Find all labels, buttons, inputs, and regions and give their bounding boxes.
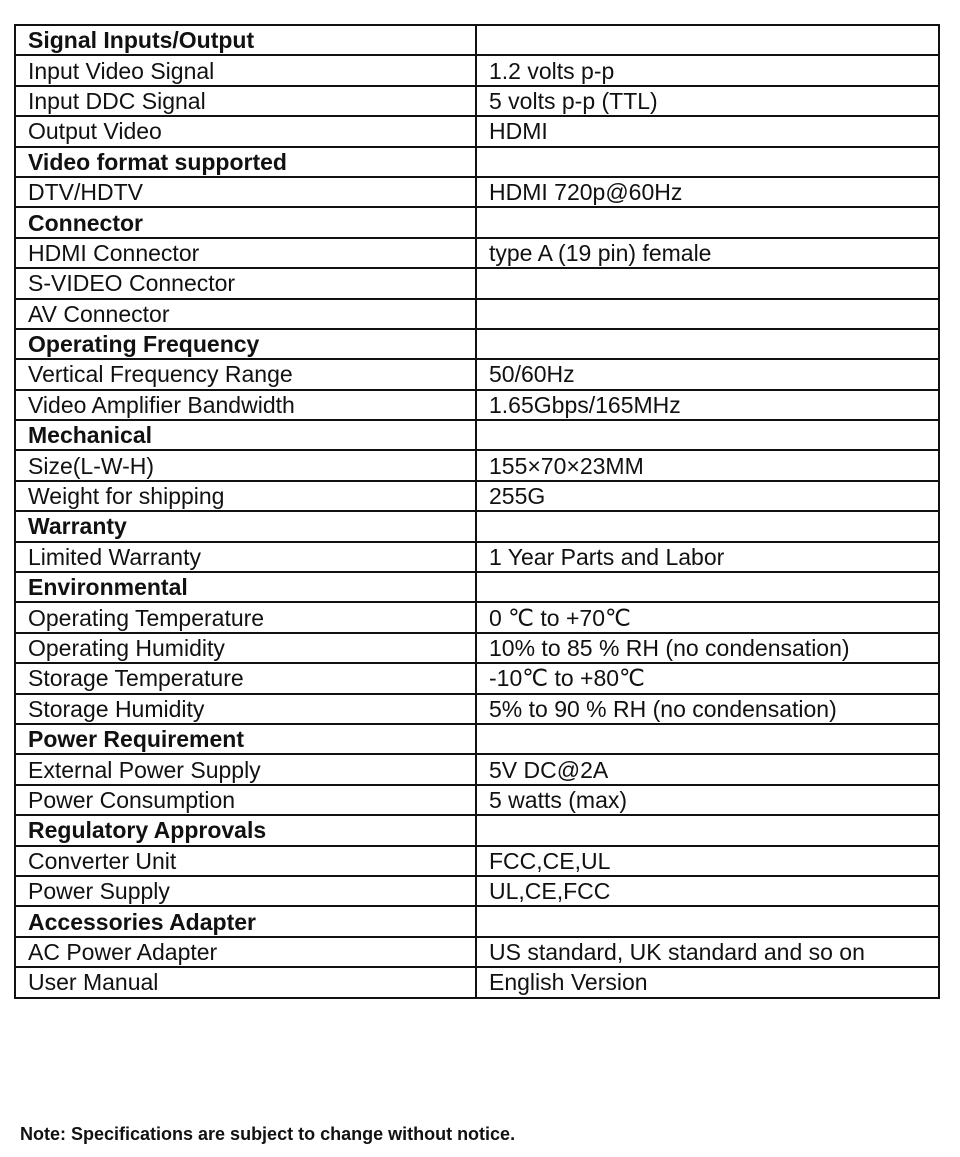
spec-label: Weight for shipping bbox=[15, 481, 476, 511]
spec-value: 5 volts p-p (TTL) bbox=[476, 86, 939, 116]
spec-value: 5 watts (max) bbox=[476, 785, 939, 815]
specifications-note: Note: Specifications are subject to change without notice. bbox=[20, 1124, 516, 1144]
spec-value: type A (19 pin) female bbox=[476, 238, 939, 268]
spec-value: HDMI bbox=[476, 116, 939, 146]
spec-row bbox=[15, 238, 939, 268]
spec-label: External Power Supply bbox=[15, 754, 476, 784]
section-header-row bbox=[15, 572, 939, 602]
section-title: Environmental bbox=[15, 572, 476, 602]
spec-row bbox=[15, 876, 939, 906]
spec-row bbox=[15, 663, 939, 693]
spec-label: Input DDC Signal bbox=[15, 86, 476, 116]
section-header-row bbox=[15, 147, 939, 177]
section-header-row bbox=[15, 906, 939, 936]
spec-row bbox=[15, 359, 939, 389]
section-title: Video format supported bbox=[15, 147, 476, 177]
section-title: Warranty bbox=[15, 511, 476, 541]
spec-row bbox=[15, 390, 939, 420]
spec-label: Storage Temperature bbox=[15, 663, 476, 693]
spec-value bbox=[476, 724, 939, 754]
specifications-table-body bbox=[15, 25, 939, 998]
spec-row bbox=[15, 86, 939, 116]
spec-row bbox=[15, 542, 939, 572]
section-title: Signal Inputs/Output bbox=[15, 25, 476, 55]
spec-row bbox=[15, 633, 939, 663]
spec-label: AV Connector bbox=[15, 299, 476, 329]
spec-label: HDMI Connector bbox=[15, 238, 476, 268]
spec-value: UL,CE,FCC bbox=[476, 876, 939, 906]
spec-label: Output Video bbox=[15, 116, 476, 146]
spec-value bbox=[476, 906, 939, 936]
spec-label: DTV/HDTV bbox=[15, 177, 476, 207]
spec-row bbox=[15, 967, 939, 997]
spec-label: S-VIDEO Connector bbox=[15, 268, 476, 298]
spec-row bbox=[15, 694, 939, 724]
spec-row bbox=[15, 937, 939, 967]
section-header-row bbox=[15, 420, 939, 450]
spec-value: -10℃ to +80℃ bbox=[476, 663, 939, 693]
spec-value bbox=[476, 420, 939, 450]
spec-value: FCC,CE,UL bbox=[476, 846, 939, 876]
spec-label: Size(L-W-H) bbox=[15, 450, 476, 480]
spec-row bbox=[15, 299, 939, 329]
section-title: Connector bbox=[15, 207, 476, 237]
spec-label: Input Video Signal bbox=[15, 55, 476, 85]
spec-row bbox=[15, 754, 939, 784]
section-title: Operating Frequency bbox=[15, 329, 476, 359]
section-header-row bbox=[15, 815, 939, 845]
spec-value bbox=[476, 25, 939, 55]
spec-value bbox=[476, 815, 939, 845]
spec-label: Converter Unit bbox=[15, 846, 476, 876]
section-title: Accessories Adapter bbox=[15, 906, 476, 936]
spec-value: 1.65Gbps/165MHz bbox=[476, 390, 939, 420]
specifications-table bbox=[14, 24, 940, 999]
spec-label: Power Consumption bbox=[15, 785, 476, 815]
spec-label: Operating Temperature bbox=[15, 602, 476, 632]
spec-value bbox=[476, 572, 939, 602]
spec-label: Power Supply bbox=[15, 876, 476, 906]
spec-row bbox=[15, 481, 939, 511]
spec-value: US standard, UK standard and so on bbox=[476, 937, 939, 967]
spec-value bbox=[476, 329, 939, 359]
spec-row bbox=[15, 785, 939, 815]
spec-value: 255G bbox=[476, 481, 939, 511]
spec-label: AC Power Adapter bbox=[15, 937, 476, 967]
section-title: Power Requirement bbox=[15, 724, 476, 754]
section-title: Mechanical bbox=[15, 420, 476, 450]
spec-row bbox=[15, 450, 939, 480]
spec-value bbox=[476, 299, 939, 329]
spec-label: User Manual bbox=[15, 967, 476, 997]
spec-row bbox=[15, 268, 939, 298]
section-header-row bbox=[15, 511, 939, 541]
spec-value: English Version bbox=[476, 967, 939, 997]
section-header-row bbox=[15, 207, 939, 237]
spec-row bbox=[15, 116, 939, 146]
spec-row bbox=[15, 177, 939, 207]
spec-value: 1 Year Parts and Labor bbox=[476, 542, 939, 572]
spec-row bbox=[15, 602, 939, 632]
spec-value bbox=[476, 147, 939, 177]
section-header-row bbox=[15, 25, 939, 55]
spec-row bbox=[15, 846, 939, 876]
spec-value: 0 ℃ to +70℃ bbox=[476, 602, 939, 632]
spec-value: 5V DC@2A bbox=[476, 754, 939, 784]
section-title: Regulatory Approvals bbox=[15, 815, 476, 845]
spec-label: Storage Humidity bbox=[15, 694, 476, 724]
section-header-row bbox=[15, 724, 939, 754]
spec-value bbox=[476, 268, 939, 298]
spec-row bbox=[15, 55, 939, 85]
spec-value bbox=[476, 207, 939, 237]
spec-label: Vertical Frequency Range bbox=[15, 359, 476, 389]
spec-value: 155×70×23MM bbox=[476, 450, 939, 480]
spec-value: 5% to 90 % RH (no condensation) bbox=[476, 694, 939, 724]
spec-value: 1.2 volts p-p bbox=[476, 55, 939, 85]
section-header-row bbox=[15, 329, 939, 359]
spec-value: 10% to 85 % RH (no condensation) bbox=[476, 633, 939, 663]
spec-value: 50/60Hz bbox=[476, 359, 939, 389]
spec-value: HDMI 720p@60Hz bbox=[476, 177, 939, 207]
spec-label: Operating Humidity bbox=[15, 633, 476, 663]
spec-value bbox=[476, 511, 939, 541]
spec-label: Video Amplifier Bandwidth bbox=[15, 390, 476, 420]
spec-label: Limited Warranty bbox=[15, 542, 476, 572]
